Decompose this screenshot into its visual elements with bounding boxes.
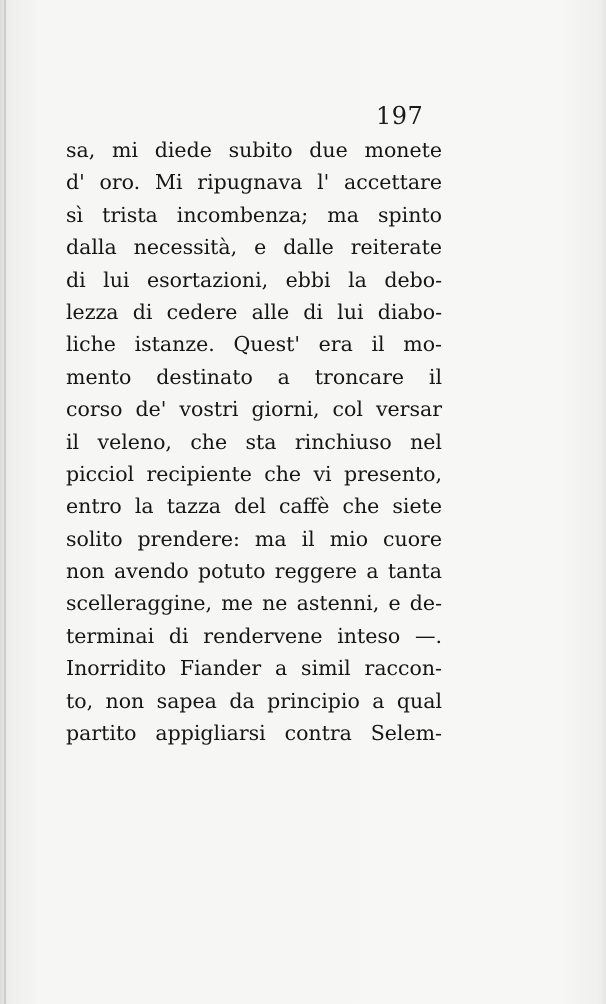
text-line: non avendo potuto reggere a tanta	[66, 559, 442, 584]
text-line: entro la tazza del caffè che siete	[66, 494, 442, 519]
page-number: 197	[376, 102, 424, 130]
text-line: to, non sapea da principio a qual	[66, 688, 442, 713]
text-line: corso de' vostri giorni, col versar	[66, 397, 442, 422]
text-line: picciol recipiente che vi presento,	[66, 461, 442, 486]
text-line: scelleraggine, me ne astenni, e de-	[66, 591, 442, 616]
text-line: sì trista incombenza; ma spinto	[66, 202, 442, 227]
text-line: lezza di cedere alle di lui diabo-	[66, 299, 442, 324]
body-text	[66, 134, 442, 749]
text-line: Inorridito Fiander a simil raccon-	[66, 656, 442, 681]
text-line: solito prendere: ma il mio cuore	[66, 526, 442, 551]
page-gutter-edge	[4, 0, 6, 1004]
text-line: dalla necessità, e dalle reiterate	[66, 235, 442, 260]
text-line: il veleno, che sta rinchiuso nel	[66, 429, 442, 454]
text-line: di lui esortazioni, ebbi la debo-	[66, 267, 442, 292]
text-line: partito appigliarsi contra Selem-	[66, 721, 442, 746]
text-line: sa, mi diede subito due monete	[66, 138, 442, 162]
text-line: terminai di rendervene inteso —.	[66, 623, 442, 648]
text-line: liche istanze. Quest' era il mo-	[66, 332, 442, 357]
text-line: mento destinato a troncare il	[66, 364, 442, 389]
text-line: d' oro. Mi ripugnava l' accettare	[66, 170, 442, 195]
